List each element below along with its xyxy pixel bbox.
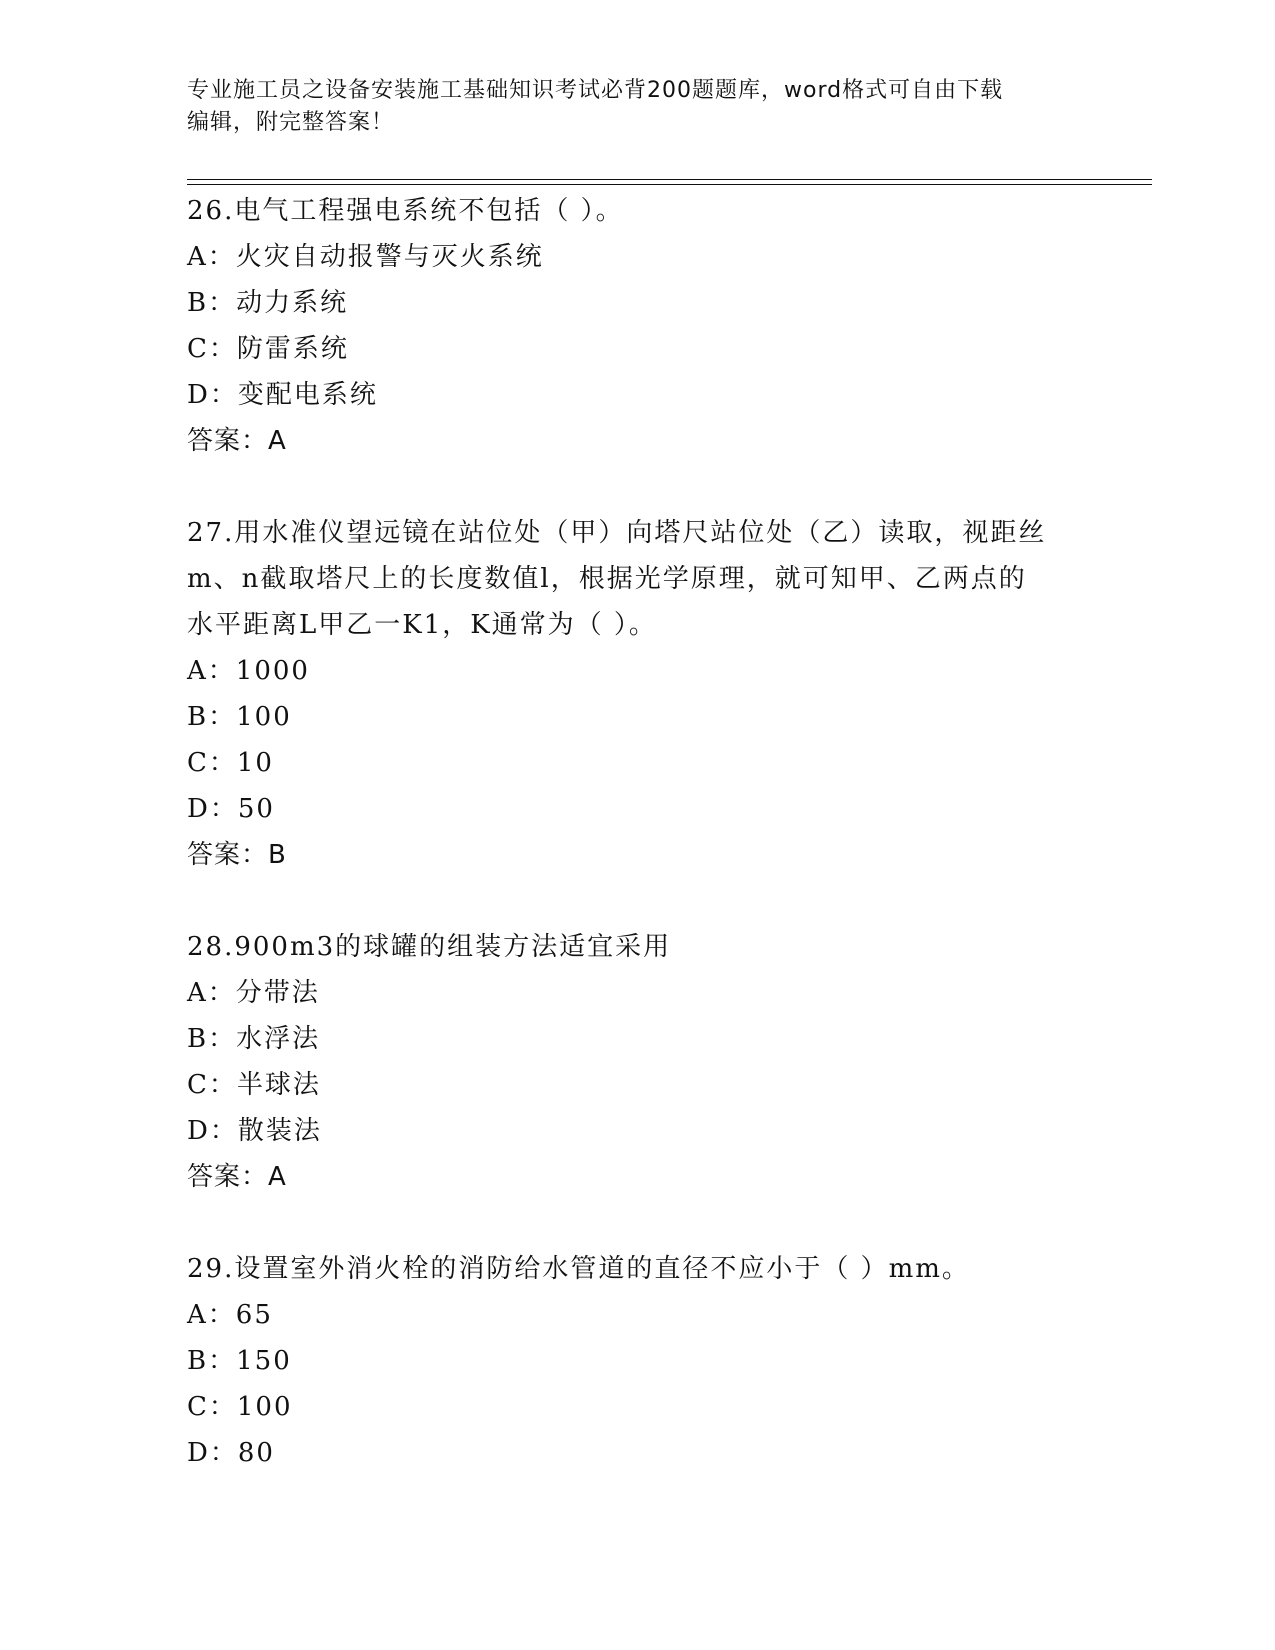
option-a: A：分带法 (187, 978, 320, 1008)
option-a: A：65 (187, 1300, 273, 1330)
option-d: D：散装法 (187, 1116, 322, 1146)
question-stem-line-1: 27.用水准仪望远镜在站位处（甲）向塔尺站位处（乙）读取，视距丝 (187, 518, 1047, 548)
option-c: C：10 (187, 748, 274, 778)
document-title-line-1: 专业施工员之设备安装施工基础知识考试必背200题题库，word格式可自由下载 (187, 78, 1004, 103)
answer-label: 答案：B (187, 840, 287, 870)
question-stem: 28.900m3的球罐的组装方法适宜采用 (187, 932, 672, 962)
option-c: C：防雷系统 (187, 334, 349, 364)
option-b: B：150 (187, 1346, 292, 1376)
option-d: D：50 (187, 794, 275, 824)
option-b: B：动力系统 (187, 288, 349, 318)
option-d: D：变配电系统 (187, 380, 378, 410)
option-c: C：半球法 (187, 1070, 321, 1100)
question-stem: 26.电气工程强电系统不包括（ ）。 (187, 196, 624, 226)
option-a: A：火灾自动报警与灭火系统 (187, 242, 544, 272)
question-stem: 29.设置室外消火栓的消防给水管道的直径不应小于（ ）mm。 (187, 1254, 970, 1284)
document-title-line-2: 编辑，附完整答案！ (187, 110, 395, 135)
answer-label: 答案：A (187, 426, 287, 456)
header-divider-top (187, 179, 1152, 180)
option-c: C：100 (187, 1392, 293, 1422)
answer-label: 答案：A (187, 1162, 287, 1192)
option-a: A：1000 (187, 656, 310, 686)
question-stem-line-3: 水平距离L甲乙一K1，K通常为（ ）。 (187, 610, 657, 640)
header-divider-bottom (187, 184, 1152, 185)
question-stem-line-2: m、n截取塔尺上的长度数值l，根据光学原理，就可知甲、乙两点的 (187, 564, 1027, 594)
option-b: B：水浮法 (187, 1024, 321, 1054)
option-d: D：80 (187, 1438, 275, 1468)
option-b: B：100 (187, 702, 292, 732)
